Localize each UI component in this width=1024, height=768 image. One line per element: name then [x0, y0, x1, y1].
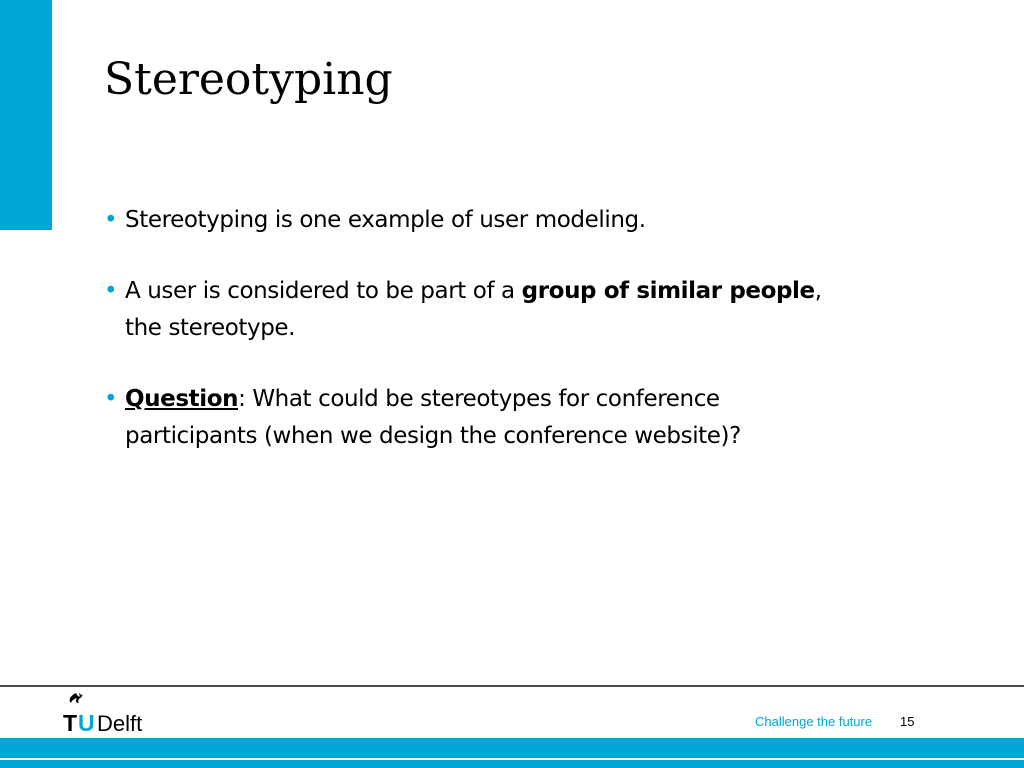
- bullet-item: [104, 273, 844, 347]
- logo-tu-letter: T: [63, 710, 78, 734]
- slide-title: Stereotyping: [104, 54, 393, 105]
- bullet-list: [104, 202, 844, 489]
- logo-delft-text: Delft: [97, 711, 143, 734]
- logo-u-letter: U: [78, 710, 95, 734]
- bullet-item: [104, 202, 844, 239]
- bullet-text: , the stereotype.: [125, 278, 822, 341]
- page-number: 15: [900, 714, 915, 729]
- bullet-dot-icon: •: [104, 386, 118, 412]
- question-label: Question: [125, 386, 239, 412]
- bullet-text: Stereotyping is one example of user modeling.: [125, 207, 646, 233]
- footer-tagline: Challenge the future: [755, 714, 873, 729]
- bullet-item: [104, 381, 844, 455]
- bullet-text: : What could be stereotypes for conference participants (when we design the conference website)?: [125, 386, 741, 449]
- bullet-emphasis: group of similar people: [521, 278, 815, 304]
- footer-band-line: [0, 758, 1024, 760]
- tu-delft-logo: [62, 690, 168, 734]
- footer-band: [0, 738, 1024, 768]
- accent-bar: [0, 0, 52, 230]
- footer-divider: [0, 685, 1024, 687]
- tu-delft-flame-icon: [70, 693, 83, 703]
- bullet-dot-icon: •: [104, 278, 118, 304]
- bullet-text: A user is considered to be part of a: [125, 278, 522, 304]
- bullet-dot-icon: •: [104, 207, 118, 233]
